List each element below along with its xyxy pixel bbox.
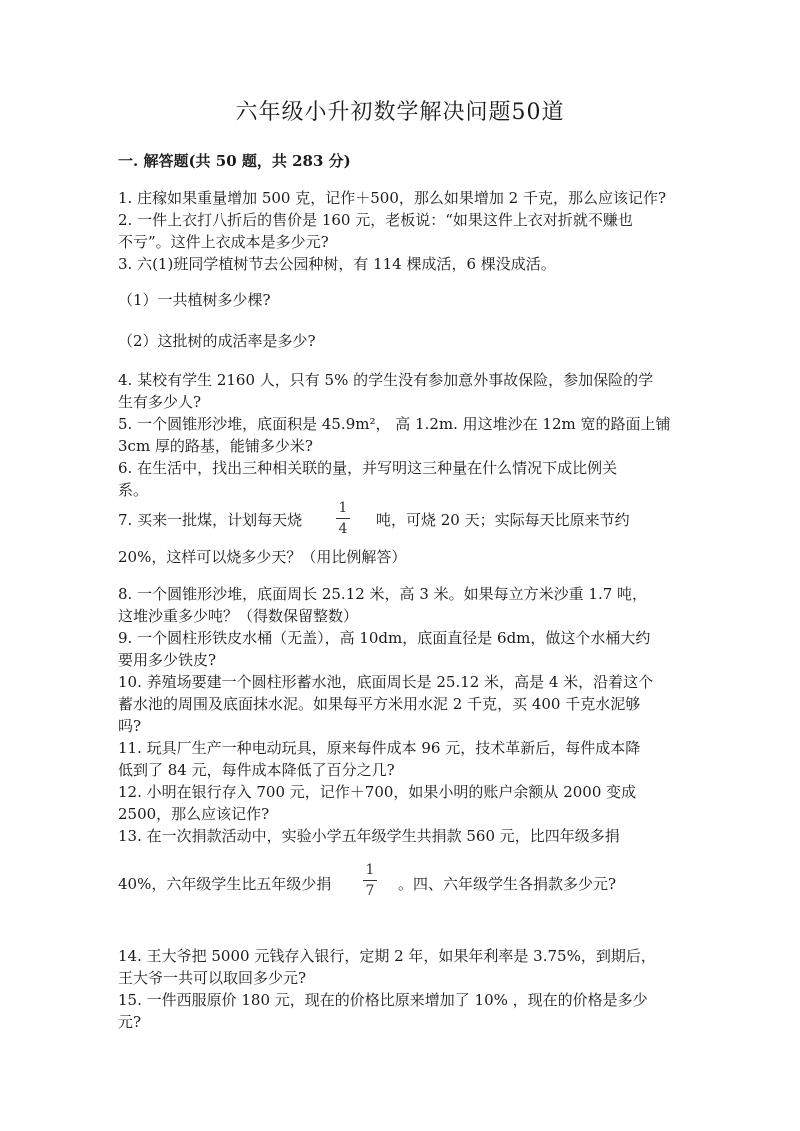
question-2: 2. 一件上衣打八折后的售价是 160 元，老板说：“如果这件上衣对折就不赚也 [118, 211, 633, 229]
page-title: 六年级小升初数学解决问题50道 [235, 100, 565, 125]
question-13-after-fraction: 。四、六年级学生各捐款多少元? [398, 875, 617, 893]
question-6-cont: 系。 [118, 481, 149, 499]
question-15: 15. 一件西服原价 180 元，现在的价格比原来增加了 10% ，现在的价格是多少 [118, 991, 648, 1009]
question-6: 6. 在生活中，找出三种相关联的量，并写明这三种量在什么情况下成比例关 [118, 459, 618, 477]
question-11-cont: 低到了 84 元，每件成本降低了百分之几? [118, 761, 395, 779]
question-1: 1. 庄稼如果重量增加 500 克，记作＋500，那么如果增加 2 千克，那么应该记作? [118, 189, 667, 207]
question-3: 3. 六(1)班同学植树节去公园种树，有 114 棵成活，6 棵没成活。 [118, 255, 556, 273]
question-5: 5. 一个圆锥形沙堆，底面积是 45.9m²， 高 1.2m. 用这堆沙在 12m 宽的路面上铺 [118, 415, 671, 433]
fraction-one-seventh: 1 7 [363, 862, 377, 900]
question-9-cont: 要用多少铁皮? [118, 651, 217, 669]
question-12: 12. 小明在银行存入 700 元，记作＋700，如果小明的账户余额从 2000 变成 [118, 783, 637, 801]
section-heading: 一. 解答题(共 50 题，共 283 分) [118, 152, 351, 170]
question-14: 14. 王大爷把 5000 元钱存入银行，定期 2 年，如果年利率是 3.75%，到期后， [118, 947, 656, 965]
question-4-cont: 生有多少人? [118, 393, 202, 411]
question-7: 7. 买来一批煤，计划每天烧 [118, 511, 303, 529]
question-8: 8. 一个圆锥形沙堆，底面周长 25.12 米，高 3 米。如果每立方米沙重 1.7 吨， [118, 585, 648, 603]
question-13-cont: 40%，六年级学生比五年级少捐 [118, 875, 332, 893]
question-4: 4. 某校有学生 2160 人，只有 5% 的学生没有参加意外事故保险，参加保险的学 [118, 371, 654, 389]
question-11: 11. 玩具厂生产一种电动玩具，原来每件成本 96 元，技术革新后，每件成本降 [118, 739, 641, 757]
question-10-cont-2: 吗? [118, 717, 142, 735]
question-7-after-fraction: 吨，可烧 20 天；实际每天比原来节约 [376, 511, 630, 529]
question-14-cont: 王大爷一共可以取回多少元? [118, 969, 307, 987]
question-3-part-1: （1）一共植树多少棵? [118, 291, 271, 309]
question-13: 13. 在一次捐款活动中，实验小学五年级学生共捐款 560 元，比四年级多捐 [118, 827, 620, 845]
question-2-cont: 不亏”。这件上衣成本是多少元? [118, 233, 329, 251]
question-3-part-2: （2）这批树的成活率是多少? [118, 332, 316, 350]
fraction-one-quarter: 1 4 [336, 500, 350, 538]
question-5-cont: 3cm 厚的路基，能铺多少米? [118, 437, 313, 455]
question-8-cont: 这堆沙重多少吨？（得数保留整数） [118, 607, 359, 625]
question-7-cont: 20%，这样可以烧多少天？（用比例解答） [118, 548, 407, 566]
question-15-cont: 元? [118, 1013, 142, 1031]
question-10: 10. 养殖场要建一个圆柱形蓄水池，底面周长是 25.12 米，高是 4 米，沿着这个 [118, 673, 654, 691]
question-12-cont: 2500，那么应该记作? [118, 805, 270, 823]
question-9: 9. 一个圆柱形铁皮水桶（无盖），高 10dm，底面直径是 6dm，做这个水桶大约 [118, 629, 651, 647]
question-10-cont: 蓄水池的周围及底面抹水泥。如果每平方米用水泥 2 千克，买 400 千克水泥够 [118, 695, 641, 713]
